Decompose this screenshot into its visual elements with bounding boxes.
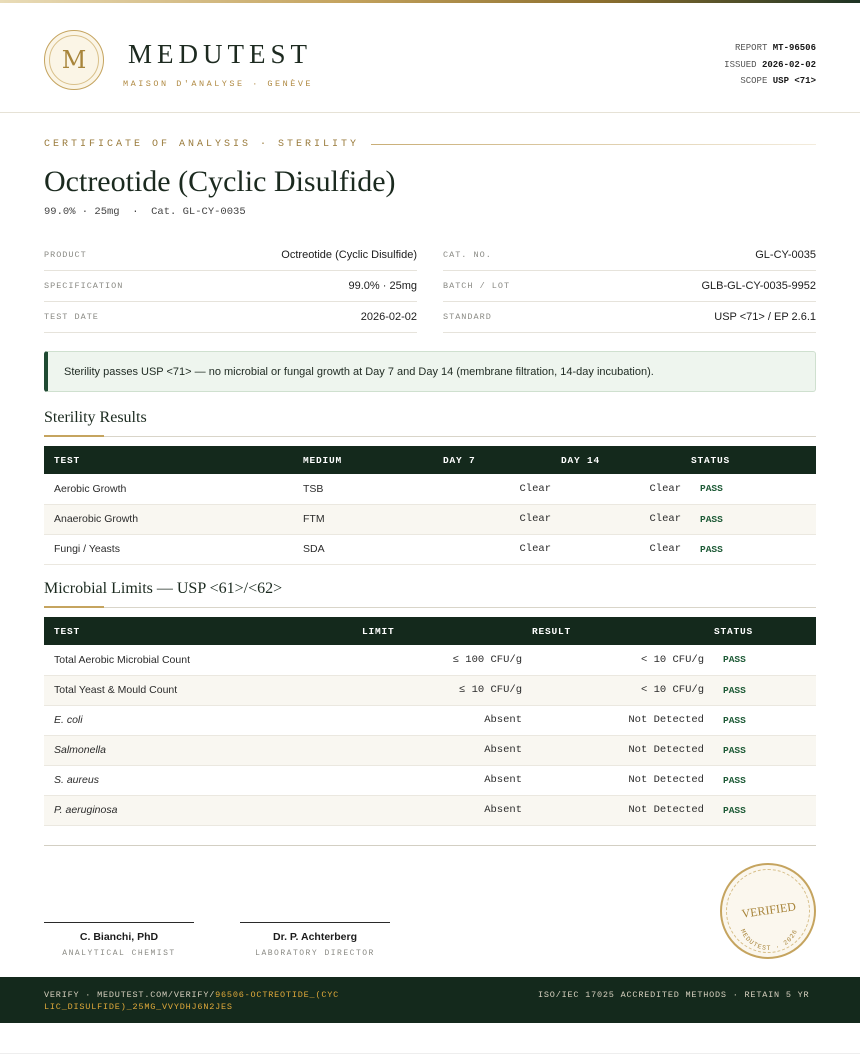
table-row xyxy=(44,504,816,534)
test-name: Fungi / Yeasts xyxy=(44,534,293,564)
status-badge: PASS xyxy=(704,735,816,765)
signatory-role: LABORATORY DIRECTOR xyxy=(255,949,375,958)
status-badge: PASS xyxy=(681,474,816,504)
verified-stamp xyxy=(720,863,816,959)
day7-result: Clear xyxy=(433,474,551,504)
info-key: CAT. NO. xyxy=(443,250,492,260)
column-header: TEST xyxy=(54,625,81,637)
table-row xyxy=(44,645,816,675)
test-name: Total Yeast & Mould Count xyxy=(44,675,352,705)
day7-result: Clear xyxy=(433,504,551,534)
stamp-main-text: VERIFIED xyxy=(740,899,797,921)
status-badge: PASS xyxy=(704,765,816,795)
test-name: E. coli xyxy=(44,705,352,735)
column-header: STATUS xyxy=(691,454,731,466)
medium: SDA xyxy=(293,534,433,564)
result: Not Detected xyxy=(522,735,704,765)
column-header: TEST xyxy=(54,454,81,466)
info-value: GLB-GL-CY-0035-9952 xyxy=(701,280,816,292)
info-row xyxy=(44,302,417,333)
verify-prefix: VERIFY · MEDUTEST.COM/VERIFY/ xyxy=(44,990,216,1000)
info-row xyxy=(443,302,816,333)
day7-result: Clear xyxy=(433,534,551,564)
page-title: Octreotide (Cyclic Disulfide) xyxy=(44,165,396,198)
logo-seal xyxy=(44,30,104,90)
limit: ≤ 100 CFU/g xyxy=(352,645,522,675)
result: < 10 CFU/g xyxy=(522,645,704,675)
signature-divider xyxy=(44,845,816,846)
limit: ≤ 10 CFU/g xyxy=(352,675,522,705)
test-name: P. aeruginosa xyxy=(44,795,352,825)
column-header: DAY 7 xyxy=(443,454,476,466)
brand-name: MEDUTEST xyxy=(128,39,312,69)
limit: Absent xyxy=(352,705,522,735)
signatory-role: ANALYTICAL CHEMIST xyxy=(62,949,176,958)
verify-link[interactable]: 96506-OCTREOTIDE_(CYCLIC_DISULFIDE)_25MG_VVYDHJ6N2JES xyxy=(44,990,340,1012)
stamp-ring xyxy=(726,869,810,953)
result-notice: Sterility passes USP <71> — no microbial or fungal growth at Day 7 and Day 14 (membrane filtration, 14-day incubation). xyxy=(44,351,816,392)
scope-label: SCOPE xyxy=(740,76,768,86)
table-row xyxy=(44,675,816,705)
day14-result: Clear xyxy=(551,474,681,504)
status-badge: PASS xyxy=(704,705,816,735)
test-name: Aerobic Growth xyxy=(44,474,293,504)
microbial-limits-table xyxy=(44,617,816,826)
footer xyxy=(0,977,860,1023)
product-info xyxy=(44,240,816,333)
column-header: RESULT xyxy=(532,625,572,637)
column-header: STATUS xyxy=(714,625,754,637)
column-header: MEDIUM xyxy=(303,454,343,466)
svg-text:MEDUTEST · 2026 xyxy=(739,928,799,952)
table-header-row xyxy=(44,617,816,645)
table-header-row xyxy=(44,446,816,474)
medium: TSB xyxy=(293,474,433,504)
header xyxy=(0,3,860,113)
info-row xyxy=(44,240,417,271)
signatory-name: Dr. P. Achterberg xyxy=(272,931,358,943)
medium: FTM xyxy=(293,504,433,534)
sterility-table xyxy=(44,446,816,565)
issued-label: ISSUED xyxy=(724,59,757,70)
day14-result: Clear xyxy=(551,534,681,564)
column-header: LIMIT xyxy=(362,625,395,637)
table-row xyxy=(44,735,816,765)
signatory-name: C. Bianchi, PhD xyxy=(79,931,159,943)
test-name: Anaerobic Growth xyxy=(44,504,293,534)
logo-letter: M xyxy=(49,35,99,85)
status-badge: PASS xyxy=(681,504,816,534)
limit: Absent xyxy=(352,735,522,765)
info-key: STANDARD xyxy=(443,312,492,322)
test-name: Total Aerobic Microbial Count xyxy=(44,645,352,675)
info-value: GL-CY-0035 xyxy=(755,249,816,261)
info-left-column xyxy=(44,240,417,333)
result: Not Detected xyxy=(522,795,704,825)
page-subtitle: 99.0% · 25mg · Cat. GL-CY-0035 xyxy=(44,206,246,218)
test-name: Salmonella xyxy=(44,735,352,765)
result: < 10 CFU/g xyxy=(522,675,704,705)
stamp-ring-text: MEDUTEST · 2026 xyxy=(738,928,800,952)
info-row xyxy=(443,271,816,302)
stamp-graphic xyxy=(727,870,811,954)
kicker-text: CERTIFICATE OF ANALYSIS · STERILITY xyxy=(44,139,360,150)
signature-block xyxy=(44,922,194,958)
info-row xyxy=(443,240,816,271)
table-row xyxy=(44,474,816,504)
info-value: 2026-02-02 xyxy=(360,311,417,323)
accreditation-note: ISO/IEC 17025 ACCREDITED METHODS · RETAIN 5 YR xyxy=(538,990,810,1000)
info-value: USP <71> / EP 2.6.1 xyxy=(714,311,816,323)
column-header: DAY 14 xyxy=(561,454,601,466)
sterility-section-title: Sterility Results xyxy=(44,409,816,437)
info-row xyxy=(44,271,417,302)
info-right-column xyxy=(443,240,816,333)
status-badge: PASS xyxy=(681,534,816,564)
table-row xyxy=(44,705,816,735)
result: Not Detected xyxy=(522,705,704,735)
status-badge: PASS xyxy=(704,675,816,705)
report-number: MT-96506 xyxy=(772,43,816,53)
info-key: SPECIFICATION xyxy=(44,281,124,291)
limit: Absent xyxy=(352,795,522,825)
info-value: Octreotide (Cyclic Disulfide) xyxy=(281,249,417,261)
scope-value: USP <71> xyxy=(772,76,816,86)
status-badge: PASS xyxy=(704,795,816,825)
report-meta xyxy=(724,40,816,90)
bottom-strip xyxy=(0,1023,860,1054)
brand-tagline: MAISON D'ANALYSE · GENÈVE xyxy=(123,79,314,89)
report-label: REPORT xyxy=(734,43,768,53)
limit: Absent xyxy=(352,765,522,795)
result: Not Detected xyxy=(522,765,704,795)
table-row xyxy=(44,534,816,564)
issued-date: 2026-02-02 xyxy=(761,59,816,70)
day14-result: Clear xyxy=(551,504,681,534)
kicker xyxy=(44,139,816,150)
info-key: BATCH / LOT xyxy=(443,281,511,291)
microbial-section-title: Microbial Limits — USP <61>/<62> xyxy=(44,580,816,608)
status-badge: PASS xyxy=(704,645,816,675)
kicker-rule xyxy=(371,144,816,145)
table-row xyxy=(44,795,816,825)
table-row xyxy=(44,765,816,795)
verify-line xyxy=(44,989,344,1013)
info-value: 99.0% · 25mg xyxy=(348,280,417,292)
info-key: TEST DATE xyxy=(44,312,99,322)
info-key: PRODUCT xyxy=(44,250,87,260)
test-name: S. aureus xyxy=(44,765,352,795)
signature-block xyxy=(240,922,390,958)
